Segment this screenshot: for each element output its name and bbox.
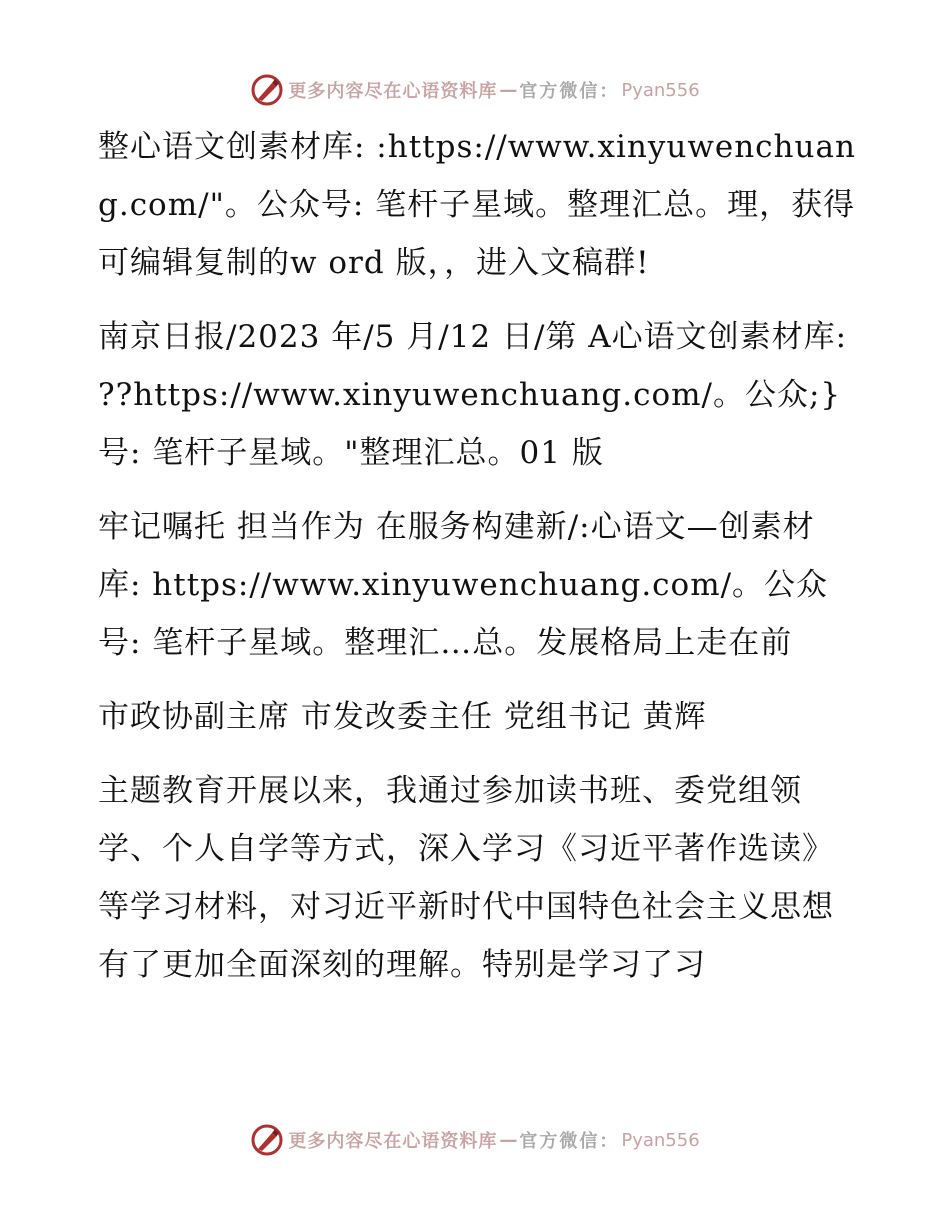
watermark-official-label: 官方微信： — [519, 81, 620, 102]
footer-watermark — [0, 1120, 950, 1160]
watermark-separator: — — [499, 1129, 518, 1151]
watermark-text: 更多内容尽在心语资料库 — [288, 1131, 498, 1152]
watermark-wechat-id: Pyan556 — [621, 79, 700, 101]
pen-logo-icon — [250, 1123, 284, 1157]
pen-logo-icon — [250, 73, 284, 107]
watermark-separator: — — [499, 79, 518, 101]
paragraph-1: 整心语文创素材库: :https://www.xinyuwenchuang.com/"。公众号: 笔杆子星域。整理汇总。理，获得可编辑复制的w ord 版，，进入文稿群! — [98, 129, 856, 281]
header-watermark — [0, 70, 950, 110]
watermark-official-label: 官方微信： — [519, 1131, 620, 1152]
document-body — [98, 118, 858, 1010]
paragraph-2: 南京日报/2023 年/5 月/12 日/第 A心语文创素材库: ??https://www.xinyuwenchuang.com/。公众;}号: 笔杆子星域。"整理汇总。01 版 — [98, 319, 848, 471]
watermark-wechat-id: Pyan556 — [621, 1129, 700, 1151]
watermark-text: 更多内容尽在心语资料库 — [288, 81, 498, 102]
paragraph-3: 牢记嘱托 担当作为 在服务构建新/:心语文—创素材库: https://www.xinyuwenchuang.com/。公众号: 笔杆子星域。整理汇…总。发展格局上走在前 — [98, 509, 829, 661]
author-line: 市政协副主席 市发改委主任 党组书记 黄辉 — [98, 699, 707, 735]
paragraph-5: 主题教育开展以来，我通过参加读书班、委党组领学、个人自学等方式，深入学习《习近平著作选读》等学习材料，对习近平新时代中国特色社会主义思想有了更加全面深刻的理解。特别是学习了习 — [98, 773, 834, 983]
